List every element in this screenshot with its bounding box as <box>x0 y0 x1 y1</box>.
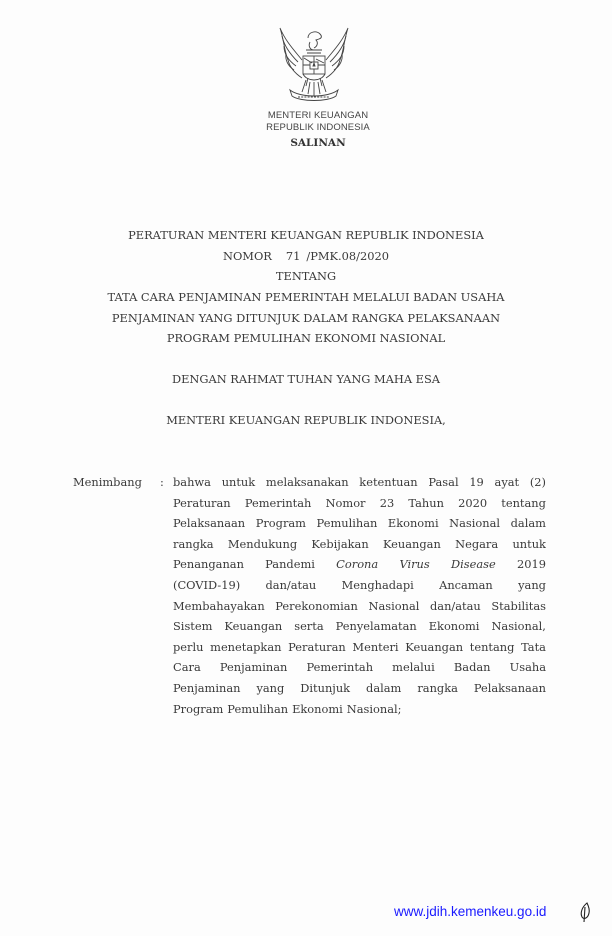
nomor-suffix: /PMK.08/2020 <box>306 249 389 263</box>
subject-line-3: PROGRAM PEMULIHAN EKONOMI NASIONAL <box>166 331 446 345</box>
nomor-number: 71 <box>285 249 301 263</box>
body-line: Penjaminan yang Ditunjuk dalam rangka Pelaksanaan <box>173 680 546 695</box>
body-line: Penanganan Pandemi Corona Virus Disease 2019 <box>173 557 546 572</box>
regulation-title: PERATURAN MENTERI KEUANGAN REPUBLIK INDONESIA <box>128 228 484 242</box>
garuda-emblem-icon <box>272 20 356 108</box>
subject-line-1: TATA CARA PENJAMINAN PEMERINTAH MELALUI BADAN USAHA <box>107 290 505 304</box>
jdih-website-link[interactable]: www.jdih.kemenkeu.go.id <box>394 904 547 919</box>
invocation: DENGAN RAHMAT TUHAN YANG MAHA ESA <box>171 372 441 386</box>
body-line: Membahayakan Perekonomian Nasional dan/atau Stabilitas <box>173 598 546 613</box>
body-line: Pelaksanaan Program Pemulihan Ekonomi Nasional dalam <box>173 516 546 531</box>
ministry-line-2: REPUBLIK INDONESIA <box>266 122 370 133</box>
nomor-label: NOMOR <box>222 249 272 263</box>
considering-colon: : <box>160 475 164 489</box>
body-line: rangka Mendukung Kebijakan Keuangan Negara untuk <box>173 536 546 551</box>
body-line: perlu menetapkan Peraturan Menteri Keuangan tentang Tata <box>173 639 546 654</box>
about-label: TENTANG <box>275 269 337 283</box>
ministry-line-1: MENTERI KEUANGAN <box>267 110 369 121</box>
body-line: Peraturan Pemerintah Nomor 23 Tahun 2020 tentang <box>173 495 546 510</box>
paraf-initial-icon <box>578 901 592 923</box>
body-line: Cara Penjaminan Pemerintah melalui Badan Usaha <box>173 660 546 675</box>
copy-label: SALINAN <box>290 137 346 149</box>
body-line: bahwa untuk melaksanakan ketentuan Pasal 19 ayat (2) <box>173 475 546 489</box>
subject-line-2: PENJAMINAN YANG DITUNJUK DALAM RANGKA PELAKSANAAN <box>111 311 501 325</box>
considering-label: Menimbang <box>73 475 142 489</box>
body-line: Sistem Keuangan serta Penyelamatan Ekonomi Nasional, <box>173 619 546 634</box>
issuing-authority: MENTERI KEUANGAN REPUBLIK INDONESIA, <box>166 413 446 427</box>
ministry-heading <box>258 110 378 134</box>
considering-body <box>173 472 546 719</box>
body-line: (COVID-19) dan/atau Menghadapi Ancaman yang <box>173 577 546 592</box>
regulation-number <box>0 249 612 263</box>
body-line-last: Program Pemulihan Ekonomi Nasional; <box>173 701 402 716</box>
